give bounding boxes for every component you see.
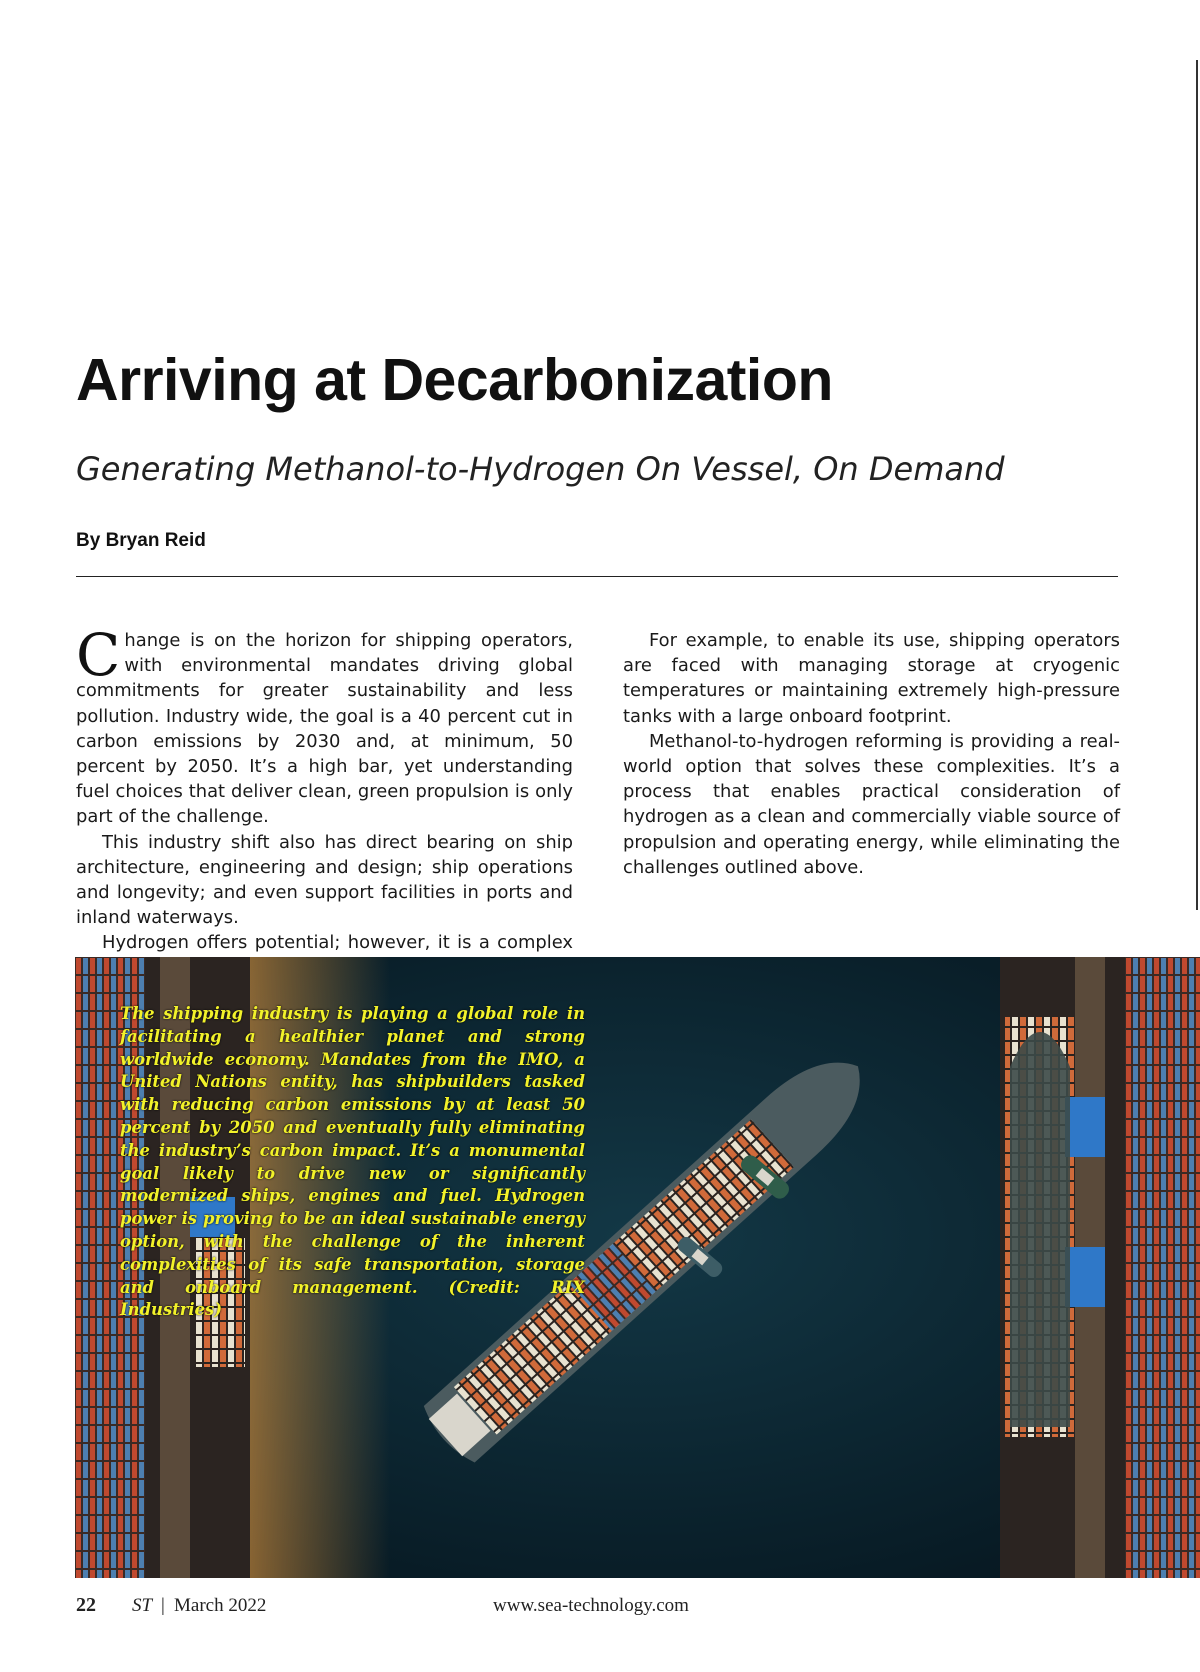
paragraph-1-text: hange is on the horizon for shipping operators, with environmental mandates driving global commitments for greater sustainability and less pollution. Industry wide, the goal is a 40 percent cut in carbon emissions by 2030 and, at minimum, 50 percent by 2050. It’s a high bar, yet understanding fuel choices that deliver clean, green propulsion is only part of the challenge. <box>76 630 573 828</box>
paragraph-2: This industry shift also has direct bearing on ship architecture, engineering and design; ship operations and longevity; and even support facilities in ports and inland waterways. <box>76 831 573 929</box>
article-subtitle: Generating Methanol-to-Hydrogen On Vessel, On Demand <box>76 450 1005 488</box>
magazine-name: ST <box>132 1595 153 1616</box>
page-footer <box>0 1594 1200 1624</box>
paragraph-5: Methanol-to-hydrogen reforming is providing a real-world option that solves these complexities. It’s a process that enables practical consideration of hydrogen as a clean and commercially viable source of propulsion and operating energy, while eliminating the challenges outlined above. <box>623 730 1120 878</box>
paragraph-1 <box>76 621 573 830</box>
page-number: 22 <box>76 1594 96 1616</box>
issue-date: March 2022 <box>174 1595 267 1616</box>
website-link[interactable]: www.sea-technology.com <box>493 1595 689 1616</box>
article-title: Arriving at Decarbonization <box>76 347 833 413</box>
paragraph-4: For example, to enable its use, shipping operators are faced with managing storage at cryogenic temperatures or maintaining extremely high-pressure tanks with a large onboard footprint. <box>623 630 1120 727</box>
text-column-left <box>76 621 573 1006</box>
byline-divider <box>76 576 1118 577</box>
drop-cap: C <box>76 621 121 689</box>
text-column-right <box>623 628 1120 880</box>
byline: By Bryan Reid <box>76 530 206 551</box>
page-edge-rule <box>1196 60 1198 910</box>
footer-separator: | <box>161 1595 165 1616</box>
photo-caption: The shipping industry is playing a global role in facilitating a healthier planet and strong worldwide economy. Mandates from the IMO, a United Nations entity, has shipbuilders tasked with reducing carbon emissions by at least 50 percent by 2050 and eventually fully eliminating the industry’s carbon impact. It’s a monumental goal likely to drive new or significantly modernized ships, engines and fuel. Hydrogen power is proving to be an ideal sustainable energy option, with the challenge of the inherent complexities of its safe transportation, storage and onboard management. (Credit: RIX Industries) <box>120 1004 585 1320</box>
paragraph-3: Hydrogen offers potential; however, it is a complex <box>102 932 573 954</box>
